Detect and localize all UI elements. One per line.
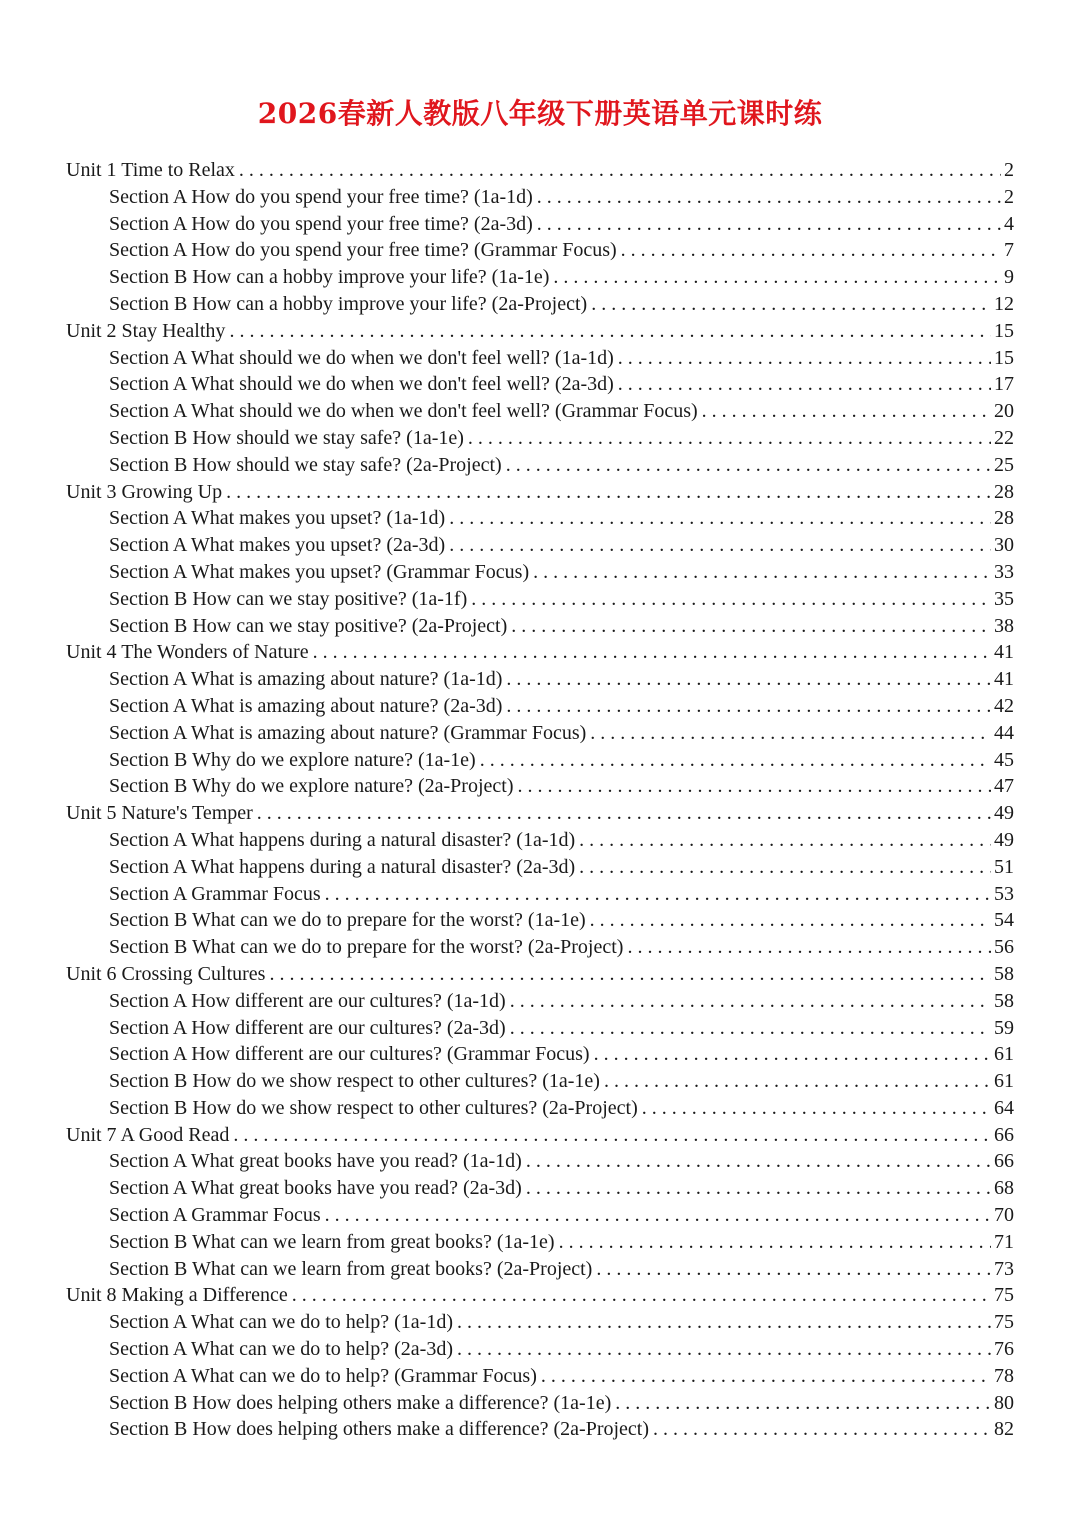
- toc-entry-label: Section B Why do we explore nature? (1a-1e): [109, 748, 476, 771]
- toc-leader-dots: [618, 345, 991, 372]
- toc-entry-label: Section A What makes you upset? (1a-1d): [109, 507, 446, 530]
- toc-leader-dots: [506, 452, 991, 479]
- toc-leader-dots: [591, 291, 991, 318]
- toc-entry-label: Section B How can a hobby improve your life? (2a-Project): [109, 292, 588, 315]
- toc-leader-dots: [594, 1041, 991, 1068]
- toc-page-number: 22: [994, 426, 1014, 449]
- toc-entry-label: Section A What can we do to help? (Grammar Focus): [109, 1364, 537, 1387]
- toc-leader-dots: [702, 398, 991, 425]
- toc-page-number: 41: [994, 668, 1014, 691]
- toc-entry-label: Section B How do we show respect to other cultures? (1a-1e): [109, 1070, 600, 1093]
- toc-section-entry[interactable]: [0, 425, 1080, 452]
- toc-page-number: 7: [1004, 239, 1014, 262]
- toc-page-number: 82: [994, 1418, 1014, 1441]
- toc-entry-label: Section A What great books have you read? (2a-3d): [109, 1177, 522, 1200]
- toc-leader-dots: [506, 693, 991, 720]
- toc-leader-dots: [596, 1256, 991, 1283]
- toc-leader-dots: [590, 720, 991, 747]
- toc-section-entry[interactable]: [0, 291, 1080, 318]
- toc-section-entry[interactable]: [0, 237, 1080, 264]
- toc-leader-dots: [537, 211, 1001, 238]
- toc-leader-dots: [239, 157, 1001, 184]
- toc-leader-dots: [621, 237, 1001, 264]
- toc-leader-dots: [257, 800, 991, 827]
- toc-entry-label: Section A How do you spend your free time? (1a-1d): [109, 185, 533, 208]
- toc-section-entry[interactable]: [0, 452, 1080, 479]
- toc-entry-label: Section B What can we learn from great books? (1a-1e): [109, 1230, 555, 1253]
- toc-entry-label: Section A What should we do when we don't feel well? (2a-3d): [109, 373, 614, 396]
- toc-leader-dots: [533, 559, 991, 586]
- toc-entry-label: Section B How do we show respect to other cultures? (2a-Project): [109, 1096, 638, 1119]
- toc-entry-label: Section A What is amazing about nature? (Grammar Focus): [109, 721, 587, 744]
- toc-section-entry[interactable]: [0, 398, 1080, 425]
- toc-page-number: 68: [994, 1177, 1014, 1200]
- toc-section-entry[interactable]: [0, 586, 1080, 613]
- toc-section-entry[interactable]: [0, 1015, 1080, 1042]
- toc-section-entry[interactable]: [0, 1256, 1080, 1283]
- toc-page-number: 61: [994, 1070, 1014, 1093]
- toc-entry-label: Section B How can we stay positive? (2a-Project): [109, 614, 508, 637]
- toc-page-number: 15: [994, 346, 1014, 369]
- toc-section-entry[interactable]: [0, 1336, 1080, 1363]
- toc-section-entry[interactable]: [0, 773, 1080, 800]
- toc-unit-entry[interactable]: [0, 479, 1080, 506]
- toc-entry-label: Unit 8 Making a Difference: [66, 1284, 288, 1307]
- toc-leader-dots: [627, 934, 991, 961]
- toc-section-entry[interactable]: [0, 907, 1080, 934]
- toc-entry-label: Section A Grammar Focus: [109, 1204, 321, 1227]
- toc-entry-label: Section A What makes you upset? (Grammar Focus): [109, 560, 530, 583]
- toc-page-number: 15: [994, 319, 1014, 342]
- toc-page-number: 75: [994, 1311, 1014, 1334]
- toc-section-entry[interactable]: [0, 1175, 1080, 1202]
- toc-section-entry[interactable]: [0, 532, 1080, 559]
- toc-leader-dots: [553, 264, 1001, 291]
- toc-section-entry[interactable]: [0, 1390, 1080, 1417]
- toc-entry-label: Unit 5 Nature's Temper: [66, 802, 253, 825]
- toc-section-entry[interactable]: [0, 184, 1080, 211]
- toc-leader-dots: [615, 1390, 991, 1417]
- toc-page-number: 58: [994, 989, 1014, 1012]
- toc-leader-dots: [579, 827, 991, 854]
- toc-page-number: 73: [994, 1257, 1014, 1280]
- toc-section-entry[interactable]: [0, 1229, 1080, 1256]
- toc-leader-dots: [579, 854, 991, 881]
- toc-section-entry[interactable]: [0, 827, 1080, 854]
- toc-page-number: 58: [994, 962, 1014, 985]
- toc-leader-dots: [526, 1148, 991, 1175]
- toc-page-number: 2: [1004, 159, 1014, 181]
- toc-leader-dots: [653, 1416, 991, 1443]
- toc-leader-dots: [468, 425, 991, 452]
- toc-section-entry[interactable]: [0, 345, 1080, 372]
- toc-leader-dots: [506, 666, 991, 693]
- toc-entry-label: Section B Why do we explore nature? (2a-Project): [109, 775, 514, 798]
- toc-entry-label: Section A How different are our cultures? (2a-3d): [109, 1016, 506, 1039]
- toc-entry-label: Section A What can we do to help? (1a-1d): [109, 1311, 453, 1334]
- toc-page-number: 38: [994, 614, 1014, 637]
- toc-section-entry[interactable]: [0, 1363, 1080, 1390]
- toc-page-number: 44: [994, 721, 1014, 744]
- table-of-contents: [0, 157, 1080, 1443]
- toc-leader-dots: [590, 907, 991, 934]
- toc-entry-label: Section A How do you spend your free time? (Grammar Focus): [109, 239, 617, 262]
- toc-leader-dots: [457, 1336, 991, 1363]
- toc-page-number: 28: [994, 507, 1014, 530]
- toc-entry-label: Section B How does helping others make a difference? (2a-Project): [109, 1418, 649, 1441]
- toc-page-number: 49: [994, 802, 1014, 825]
- toc-section-entry[interactable]: [0, 505, 1080, 532]
- toc-unit-entry[interactable]: [0, 1282, 1080, 1309]
- toc-leader-dots: [471, 586, 991, 613]
- toc-unit-entry[interactable]: [0, 961, 1080, 988]
- toc-unit-entry[interactable]: [0, 1122, 1080, 1149]
- toc-entry-label: Section A What can we do to help? (2a-3d): [109, 1338, 453, 1361]
- toc-page-number: 30: [994, 534, 1014, 557]
- document-title: 2026春新人教版八年级下册英语单元课时练: [257, 97, 823, 130]
- toc-leader-dots: [325, 881, 991, 908]
- toc-entry-label: Section A How different are our cultures? (Grammar Focus): [109, 1043, 590, 1066]
- toc-leader-dots: [604, 1068, 991, 1095]
- toc-section-entry[interactable]: [0, 1041, 1080, 1068]
- toc-page-number: 53: [994, 882, 1014, 905]
- toc-entry-label: Unit 3 Growing Up: [66, 480, 223, 503]
- toc-page-number: 4: [1004, 212, 1014, 235]
- toc-leader-dots: [269, 961, 991, 988]
- toc-entry-label: Section B What can we learn from great books? (2a-Project): [109, 1257, 593, 1280]
- toc-entry-label: Section A What great books have you read? (1a-1d): [109, 1150, 522, 1173]
- toc-page-number: 2: [1004, 185, 1014, 208]
- toc-entry-label: Section B How does helping others make a difference? (1a-1e): [109, 1391, 612, 1414]
- toc-section-entry[interactable]: [0, 881, 1080, 908]
- toc-page-number: 25: [994, 453, 1014, 476]
- toc-page-number: 28: [994, 480, 1014, 503]
- toc-leader-dots: [510, 988, 991, 1015]
- toc-leader-dots: [537, 184, 1001, 211]
- toc-leader-dots: [449, 505, 991, 532]
- toc-page-number: 42: [994, 694, 1014, 717]
- toc-leader-dots: [559, 1229, 991, 1256]
- toc-section-entry[interactable]: [0, 371, 1080, 398]
- toc-entry-label: Section A What should we do when we don't feel well? (1a-1d): [109, 346, 614, 369]
- toc-leader-dots: [313, 639, 991, 666]
- toc-entry-label: Section B How can we stay positive? (1a-1f): [109, 587, 468, 610]
- toc-entry-label: Section A Grammar Focus: [109, 882, 321, 905]
- toc-leader-dots: [449, 532, 991, 559]
- toc-page-number: 41: [994, 641, 1014, 664]
- toc-section-entry[interactable]: [0, 1068, 1080, 1095]
- toc-section-entry[interactable]: [0, 1148, 1080, 1175]
- toc-leader-dots: [618, 371, 991, 398]
- toc-leader-dots: [233, 1122, 991, 1149]
- toc-section-entry[interactable]: [0, 720, 1080, 747]
- toc-entry-label: Unit 4 The Wonders of Nature: [66, 641, 309, 664]
- toc-page-number: 59: [994, 1016, 1014, 1039]
- toc-section-entry[interactable]: [0, 613, 1080, 640]
- toc-section-entry[interactable]: [0, 211, 1080, 238]
- toc-page-number: 66: [994, 1150, 1014, 1173]
- toc-entry-label: Section B What can we do to prepare for the worst? (1a-1e): [109, 909, 586, 932]
- toc-leader-dots: [642, 1095, 991, 1122]
- toc-page-number: 33: [994, 560, 1014, 583]
- toc-unit-entry[interactable]: [0, 157, 1080, 184]
- toc-entry-label: Unit 6 Crossing Cultures: [66, 962, 266, 985]
- toc-leader-dots: [292, 1282, 991, 1309]
- toc-page-number: 17: [994, 373, 1014, 396]
- toc-section-entry[interactable]: [0, 666, 1080, 693]
- toc-entry-label: Section A What is amazing about nature? (2a-3d): [109, 694, 503, 717]
- toc-leader-dots: [457, 1309, 991, 1336]
- toc-leader-dots: [480, 747, 991, 774]
- toc-leader-dots: [229, 318, 991, 345]
- toc-leader-dots: [526, 1175, 991, 1202]
- toc-entry-label: Section A How do you spend your free time? (2a-3d): [109, 212, 533, 235]
- toc-page-number: 12: [994, 292, 1014, 315]
- toc-leader-dots: [511, 613, 991, 640]
- toc-page-number: 75: [994, 1284, 1014, 1307]
- toc-page-number: 71: [994, 1230, 1014, 1253]
- toc-page-number: 56: [994, 936, 1014, 959]
- toc-entry-label: Section A What happens during a natural disaster? (1a-1d): [109, 828, 576, 851]
- toc-section-entry[interactable]: [0, 934, 1080, 961]
- toc-page-number: 76: [994, 1338, 1014, 1361]
- toc-entry-label: Section A What happens during a natural disaster? (2a-3d): [109, 855, 576, 878]
- toc-leader-dots: [518, 773, 992, 800]
- toc-section-entry[interactable]: [0, 559, 1080, 586]
- toc-unit-entry[interactable]: [0, 800, 1080, 827]
- toc-leader-dots: [226, 479, 991, 506]
- toc-section-entry[interactable]: [0, 1095, 1080, 1122]
- toc-page-number: 45: [994, 748, 1014, 771]
- toc-unit-entry[interactable]: [0, 318, 1080, 345]
- toc-leader-dots: [541, 1363, 991, 1390]
- toc-entry-label: Section A What makes you upset? (2a-3d): [109, 534, 446, 557]
- toc-section-entry[interactable]: [0, 747, 1080, 774]
- toc-entry-label: Section A How different are our cultures? (1a-1d): [109, 989, 506, 1012]
- toc-entry-label: Unit 1 Time to Relax: [66, 159, 235, 181]
- toc-section-entry[interactable]: [0, 988, 1080, 1015]
- toc-page-number: 51: [994, 855, 1014, 878]
- toc-page-number: 49: [994, 828, 1014, 851]
- toc-page-number: 20: [994, 400, 1014, 423]
- toc-page-number: 78: [994, 1364, 1014, 1387]
- toc-page-number: 70: [994, 1204, 1014, 1227]
- toc-section-entry[interactable]: [0, 854, 1080, 881]
- toc-entry-label: Unit 2 Stay Healthy: [66, 319, 226, 342]
- toc-leader-dots: [510, 1015, 991, 1042]
- toc-leader-dots: [325, 1202, 991, 1229]
- toc-page-number: 47: [994, 775, 1014, 798]
- toc-page-number: 9: [1004, 266, 1014, 289]
- toc-section-entry[interactable]: [0, 1202, 1080, 1229]
- toc-section-entry[interactable]: [0, 264, 1080, 291]
- toc-entry-label: Section A What is amazing about nature? (1a-1d): [109, 668, 503, 691]
- toc-page-number: 80: [994, 1391, 1014, 1414]
- toc-section-entry[interactable]: [0, 693, 1080, 720]
- toc-entry-label: Section B How can a hobby improve your life? (1a-1e): [109, 266, 550, 289]
- toc-entry-label: Section B What can we do to prepare for the worst? (2a-Project): [109, 936, 624, 959]
- toc-section-entry[interactable]: [0, 1416, 1080, 1443]
- toc-entry-label: Section A What should we do when we don't feel well? (Grammar Focus): [109, 400, 698, 423]
- toc-entry-label: Section B How should we stay safe? (1a-1e): [109, 426, 464, 449]
- toc-entry-label: Unit 7 A Good Read: [66, 1123, 230, 1146]
- toc-entry-label: Section B How should we stay safe? (2a-Project): [109, 453, 502, 476]
- toc-page-number: 64: [994, 1096, 1014, 1119]
- toc-section-entry[interactable]: [0, 1309, 1080, 1336]
- toc-page-number: 61: [994, 1043, 1014, 1066]
- toc-page-number: 35: [994, 587, 1014, 610]
- toc-page-number: 54: [994, 909, 1014, 932]
- toc-page-number: 66: [994, 1123, 1014, 1146]
- toc-unit-entry[interactable]: [0, 639, 1080, 666]
